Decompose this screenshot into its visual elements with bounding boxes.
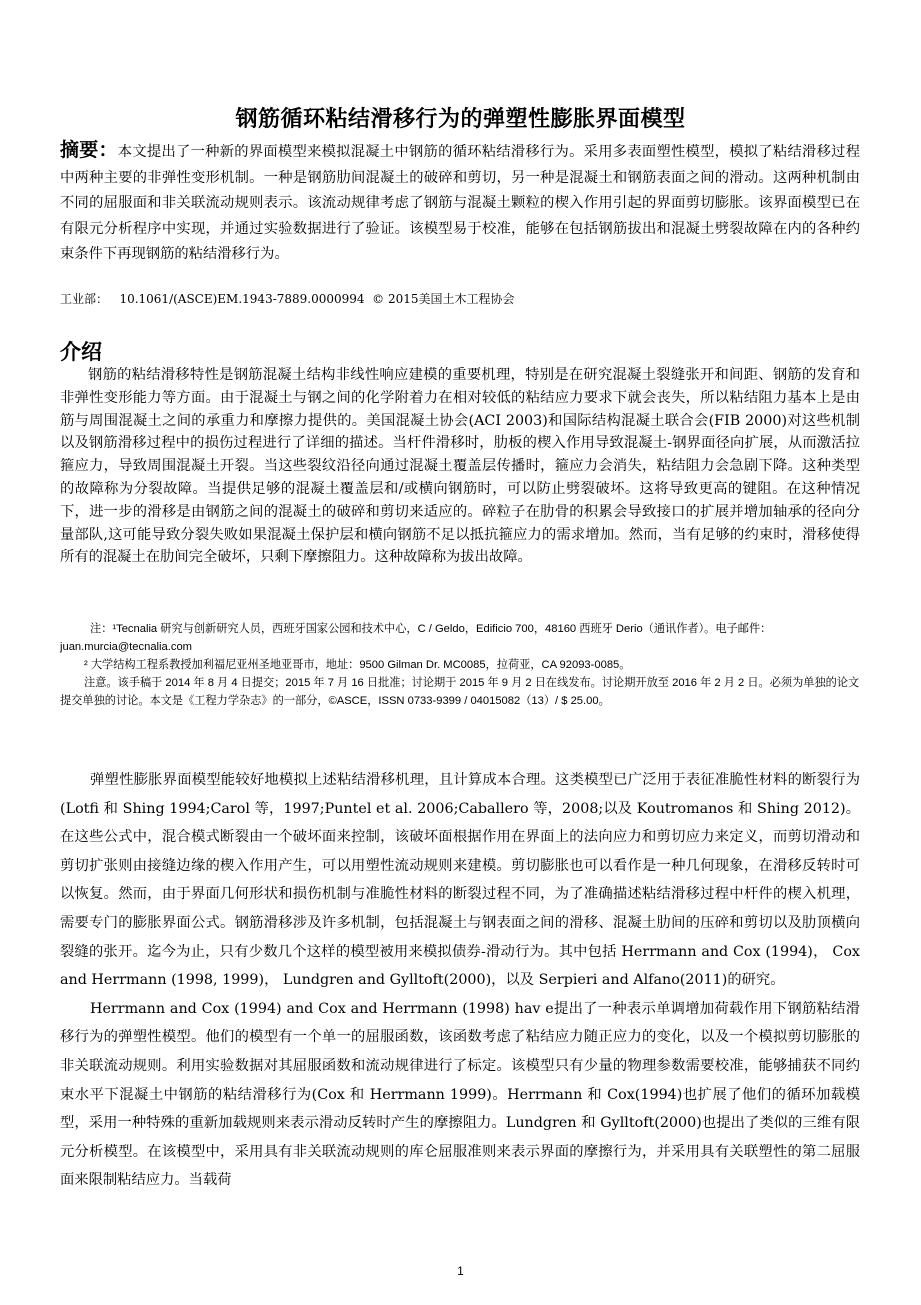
abstract: [60, 138, 860, 268]
footnote-author-2: ² 大学结构工程系教授加利福尼亚州圣地亚哥市，地址：9500 Gilman Dr. MC0085，拉荷亚，CA 92093-0085。: [84, 659, 631, 671]
abstract-label: 摘要：: [60, 139, 118, 161]
paper-title: 钢筋循环粘结滑移行为的弹塑性膨胀界面模型: [235, 107, 686, 132]
body-paragraph: Herrmann and Cox (1994) and Cox and Herrmann (1998) hav e提出了一种表示单调增加荷载作用下钢筋粘结滑移行为的弹塑性模型。他们的模型有一个单一的屈服函数，该函数考虑了粘结应力随正应力的变化，以及一个模拟剪切膨胀的非关联流动规则。利用实验数据对其屈服函数和流动规律进行了标定。该模型只有少量的物理参数需要校准，能够捕获不同约束水平下混凝土中钢筋的粘结滑移行为(Cox 和 Herrmann 1999)。Herrmann 和 Cox(1994)也扩展了他们的循环加载模型，采用一种特殊的重新加载规则来表示滑动反转时产生的摩擦阻力。Lundgren 和 Gylltoft(2000)也提出了类似的三维有限元分析模型。在该模型中，采用具有非关联流动规则的库仑屈服准则来表示界面的摩擦行为，并采用具有关联塑性的第二屈服面来限制粘结应力。当载荷: [60, 1000, 860, 1189]
page-number: 1: [457, 1264, 464, 1278]
body-text: [60, 766, 860, 1195]
footnotes: [60, 620, 860, 710]
section-heading-introduction: 介绍: [60, 340, 102, 364]
body-paragraph: 弹塑性膨胀界面模型能较好地模拟上述粘结滑移机理，且计算成本合理。这类模型已广泛用于表征准脆性材料的断裂行为(Lotfi 和 Shing 1994;Carol 等，1997;Puntel et al. 2006;Caballero 等，2008;以及 Koutromanos 和 Shing 2012)。在这些公式中，混合模式断裂由一个破坏面来控制，该破坏面根据作用在界面上的法向应力和剪切应力来定义，而剪切滑动和剪切扩张则由接缝边缘的楔入作用产生，可以用塑性流动规则来建模。剪切膨胀也可以看作是一种几何现象，在滑移反转时可以恢复。然而，由于界面几何形状和损伤机制与准脆性材料的断裂过程不同，为了准确描述粘结滑移过程中杆件的楔入机理，需要专门的膨胀界面公式。钢筋滑移涉及许多机制，包括混凝土与钢表面之间的滑移、混凝土肋间的压碎和剪切以及肋顶横向裂缝的张开。迄今为止，只有少数几个这样的模型被用来模拟债券-滑动行为。其中包括 Herrmann and Cox (1994)， Cox and Herrmann (1998, 1999)， Lundgren and Gylltoft(2000)，以及 Serpieri and Alfano(2011)的研究。: [60, 772, 860, 989]
footnote-author-1: 注：¹Tecnalia 研究与创新研究人员，西班牙国家公园和技术中心，C / Geldo，Edificio 700，48160 西班牙 Derio（通讯作者）。电子邮件：juan.murcia@tecnalia.com: [60, 623, 772, 653]
abstract-text: 本文提出了一种新的界面模型来模拟混凝土中钢筋的循环粘结滑移行为。采用多表面塑性模型，模拟了粘结滑移过程中两种主要的非弹性变形机制。一种是钢筋肋间混凝土的破碎和剪切，另一种是混凝土和钢筋表面之间的滑动。这两种机制由不同的屈服面和非关联流动规则表示。该流动规律考虑了钢筋与混凝土颗粒的楔入作用引起的界面剪切膨胀。该界面模型已在有限元分析程序中实现，并通过实验数据进行了验证。该模型易于校准，能够在包括钢筋拔出和混凝土劈裂故障在内的各种约束条件下再现钢筋的粘结滑移行为。: [60, 144, 860, 262]
doi-line: 工业部： 10.1061/(ASCE)EM.1943-7889.0000994 © 2015美国土木工程协会: [60, 292, 515, 306]
introduction-paragraph: 钢筋的粘结滑移特性是钢筋混凝土结构非线性响应建模的重要机理，特别是在研究混凝土裂缝张开和间距、钢筋的发育和非弹性变形能力等方面。由于混凝土与钢之间的化学附着力在相对较低的粘结应力要求下就会丧失，所以粘结阻力基本上是由筋与周围混凝土之间的承重力和摩擦力提供的。美国混凝土协会(ACI 2003)和国际结构混凝土联合会(FIB 2000)对这些机制以及钢筋滑移过程中的损伤过程进行了详细的描述。当杆件滑移时，肋板的楔入作用导致混凝土-钢界面径向扩展，从而激活拉箍应力，导致周围混凝土开裂。当这些裂纹沿径向通过混凝土覆盖层传播时，箍应力会消失，粘结阻力会急剧下降。这种类型的故障称为分裂故障。当提供足够的混凝土覆盖层和/或横向钢筋时，可以防止劈裂破坏。这将导致更高的键阻。在这种情况下，进一步的滑移是由钢筋之间的混凝土的破碎和剪切来适应的。碎粒子在肋骨的积累会导致接口的扩展并增加轴承的径向分量部队,这可能导致分裂失败如果混凝土保护层和横向钢筋不足以抵抗箍应力的需求增加。然而，当有足够的约束时，滑移使得所有的混凝土在肋间完全破坏，只剩下摩擦阻力。这种故障称为拔出故障。: [60, 367, 860, 566]
footnote-manuscript-note: 注意。该手稿于 2014 年 8 月 4 日提交；2015 年 7 月 16 日批准；讨论期于 2015 年 9 月 2 日在线发布。讨论期开放至 2016 年 2 月 2 日。必须为单独的论文提交单独的讨论。本文是《工程力学杂志》的一部分，©ASCE，ISSN 0733-9399 / 04015082（13）/ $ 25.00。: [60, 677, 860, 707]
